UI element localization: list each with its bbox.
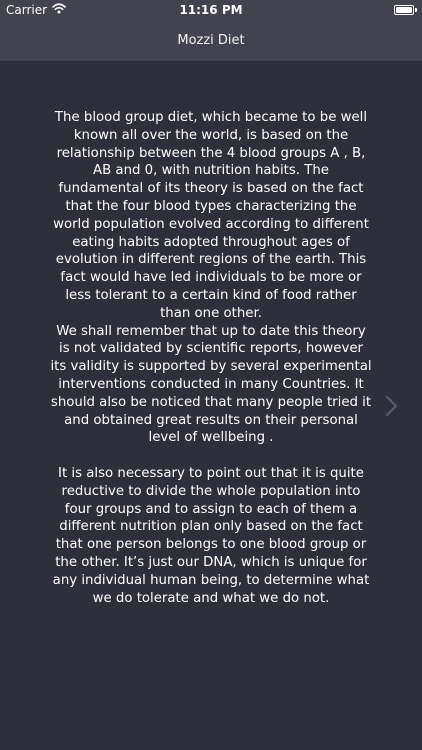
article-content [50,109,372,607]
article-paragraph-2: We shall remember that up to date this theory is not validated by scientific reports, however its validity is supported by several experimental interventions conducted in many Countries. It should also be noticed that many people tried it and obtained great results on their personal level of wellbeing . [50,323,372,446]
navigation-bar [0,22,422,62]
article-paragraph-3: It is also necessary to point out that it is quite reductive to divide the whole population into four groups and to assign to each of them a different nutrition plan only based on the fact that one person belongs to one blood group or the other. It’s just our DNA, which is unique for any individual human being, to determine what we do tolerate and what we do not. [52,465,370,606]
article-paragraph-1: The blood group diet, which became to be well known all over the world, is based on the relationship between the 4 blood groups A , B, AB and 0, with nutrition habits. The fundamental of its theory is based on the fact that the four blood types characterizing the world population evolved according to different eating habits adopted throughout ages of evolution in different regions of the earth. This fact would have led individuals to be more or less tolerant to a certain kind of food rather than one other. [53,110,369,321]
carrier-label: Carrier [6,3,48,17]
battery-level [396,7,412,13]
battery-icon [394,5,414,15]
page-title: Mozzi Diet [177,33,245,48]
battery-tip [415,8,417,12]
status-time: 11:16 PM [179,3,243,17]
chevron-right-icon[interactable] [385,395,399,417]
status-bar [0,0,422,22]
paragraph-spacer [50,447,372,465]
